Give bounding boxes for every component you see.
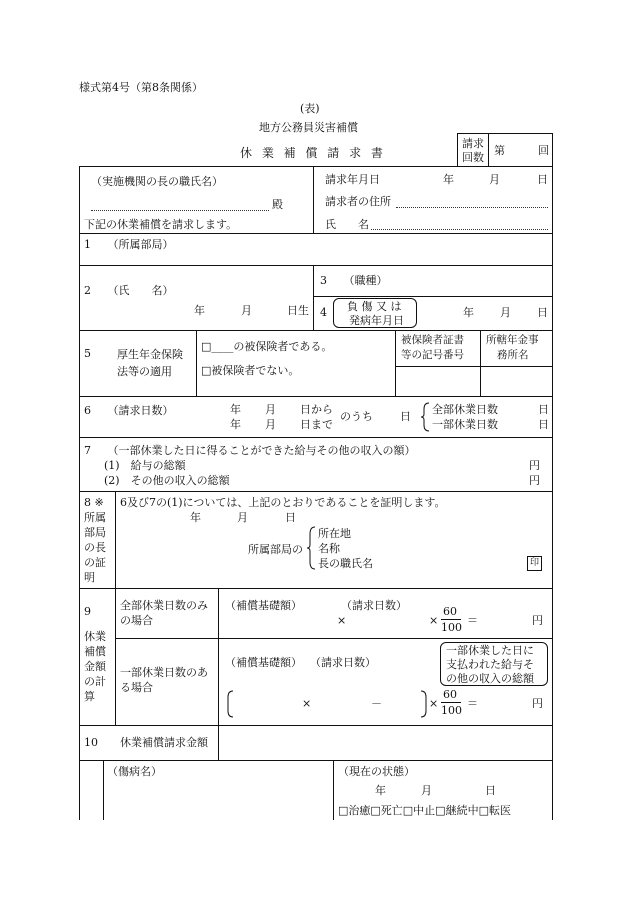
claimant-address-field[interactable]: [396, 207, 548, 208]
row9-label-3: 休業: [84, 630, 106, 643]
claim-date-month[interactable]: 月: [489, 173, 500, 186]
partial-minus: －: [371, 697, 382, 710]
to-day-label[interactable]: 日まで: [300, 418, 333, 431]
department-brace-icon: [306, 526, 316, 570]
status-day[interactable]: 日: [485, 784, 496, 797]
row8-label-6: 明: [84, 571, 95, 584]
claim-count-label-2: 回数: [462, 151, 484, 164]
row4-number: 4: [320, 306, 327, 319]
birth-month[interactable]: 月: [241, 304, 252, 317]
full-denominator: 100: [441, 621, 462, 634]
partial-leave-days-unit[interactable]: 日: [538, 418, 549, 431]
paid-income-label-1: 一部休業した日に: [446, 644, 534, 657]
partial-claim-days-label: （請求日数）: [310, 656, 376, 669]
partial-case-label-1: 一部休業日数のあ: [120, 666, 208, 679]
days-brace-icon: [420, 402, 430, 432]
claimant-name-field[interactable]: [371, 229, 548, 230]
row8-label-4: の長: [84, 541, 106, 554]
not-insured-option[interactable]: □被保険者でない。: [201, 364, 300, 377]
side-mark: (表): [300, 102, 320, 115]
close-bracket-icon: [420, 690, 428, 718]
certification-text: 6及び7の(1)については、上記のとおりであることを証明します。: [120, 496, 446, 509]
insured-option[interactable]: □____の被保険者である。: [201, 340, 333, 353]
within-label: のうち: [340, 410, 373, 423]
claim-date-day[interactable]: 日: [537, 173, 548, 186]
partial-times-2: ×: [429, 697, 439, 710]
birth-day-label[interactable]: 日生: [287, 304, 309, 317]
full-leave-days-unit[interactable]: 日: [538, 403, 549, 416]
row9-label-7: 算: [84, 690, 95, 703]
form-number: 様式第4号（第8条関係）: [79, 81, 203, 94]
dept-name-label: 名称: [318, 542, 340, 555]
cert-month[interactable]: 月: [237, 511, 248, 524]
insurance-cert-label-2: 等の記号番号: [401, 349, 464, 361]
dept-location-label: 所在地: [318, 527, 351, 540]
partial-numerator: 60: [443, 688, 457, 701]
pension-label-line1: 厚生年金保険: [117, 348, 183, 361]
paid-income-label-3: の他の収入の総額: [446, 672, 534, 685]
partial-leave-days-label: 一部休業日数: [432, 418, 498, 431]
row8-label-1: 8 ※: [84, 496, 104, 509]
claim-count-kai[interactable]: 回: [538, 144, 549, 157]
row10-claim-amount-label: 10 休業補償請求金額: [84, 736, 208, 749]
partial-equals: ＝: [467, 697, 478, 710]
full-times-2: ×: [429, 614, 439, 627]
full-case-label-2: の場合: [120, 614, 153, 627]
row9-label-5: 金額: [84, 660, 106, 673]
total-days[interactable]: 日: [400, 410, 411, 423]
seal-mark: 印: [527, 556, 542, 571]
salary-total-yen[interactable]: 円: [529, 459, 540, 472]
dono-label: 殿: [272, 198, 283, 211]
other-income-yen[interactable]: 円: [529, 474, 540, 487]
row8-label-3: 部局: [84, 526, 106, 539]
status-options[interactable]: □治癒□死亡□中止□継続中□転医: [338, 804, 511, 817]
row7-income-label: 7 （一部休業した日に得ることができた給与その他の収入の額）: [84, 444, 416, 457]
other-income-label: (2) その他の収入の総額: [104, 474, 230, 487]
pension-label-line2: 法等の適用: [117, 365, 172, 378]
injury-label-line1: 負 傷 又 は: [347, 300, 402, 313]
full-result-yen[interactable]: 円: [532, 614, 543, 627]
open-bracket-icon: [226, 690, 234, 718]
row9-label-6: の計: [84, 675, 106, 688]
row6-claim-days-label: 6 （請求日数）: [84, 404, 174, 417]
partial-denominator: 100: [441, 704, 462, 717]
full-claim-days-label: （請求日数）: [341, 599, 407, 612]
status-year[interactable]: 年: [375, 784, 386, 797]
injury-day[interactable]: 日: [537, 306, 548, 319]
claim-count-label-1: 請求: [462, 137, 484, 150]
claim-count-dai: 第: [494, 144, 505, 157]
paid-income-label-2: 支払われた給与そ: [446, 658, 534, 671]
to-month[interactable]: 月: [265, 418, 276, 431]
full-numerator: 60: [443, 605, 457, 618]
disease-name-label: （傷病名）: [107, 765, 162, 778]
claim-date-label: 請求年月日: [325, 173, 380, 186]
row5-number: 5: [84, 347, 91, 360]
full-leave-days-label: 全部休業日数: [432, 403, 498, 416]
current-status-label: （現在の状態）: [338, 765, 415, 778]
claim-date-year[interactable]: 年: [443, 173, 454, 186]
to-year[interactable]: 年: [230, 418, 241, 431]
from-day-label[interactable]: 日から: [300, 403, 333, 416]
addressee-name-field[interactable]: [91, 210, 269, 211]
row2-name-label: 2 （氏 名）: [84, 284, 174, 297]
dept-head-label: 長の職氏名: [318, 557, 373, 570]
full-equals: ＝: [467, 614, 478, 627]
injury-year[interactable]: 年: [463, 306, 474, 319]
addressee-label: （実施機関の長の職氏名）: [91, 175, 223, 188]
claimant-address-label: 請求者の住所: [325, 195, 391, 208]
row1-department-label: 1 （所属部局）: [84, 238, 174, 251]
pension-office-label-2: 務所名: [497, 349, 529, 361]
injury-label-line2: 発病年月日: [349, 314, 404, 327]
row8-label-2: 所属: [84, 511, 106, 524]
form-subtitle: 地方公務員災害補償: [259, 121, 358, 134]
status-month[interactable]: 月: [421, 784, 432, 797]
partial-result-yen[interactable]: 円: [532, 697, 543, 710]
cert-day[interactable]: 日: [285, 511, 296, 524]
row8-label-5: の証: [84, 556, 106, 569]
claimant-name-label: 氏 名: [325, 218, 369, 231]
insurance-cert-label-1: 被保険者証書: [401, 334, 464, 346]
row3-occupation-label: 3 （職種）: [320, 274, 388, 287]
form-title: 休 業 補 償 請 求 書: [240, 146, 386, 160]
full-times-1: ×: [337, 614, 347, 627]
from-year[interactable]: 年: [230, 403, 241, 416]
row9-label-4: 補償: [84, 645, 106, 658]
partial-times: ×: [302, 697, 312, 710]
department-of-label: 所属部局の: [248, 543, 303, 556]
row9-label-1: 9: [84, 605, 91, 618]
partial-case-label-2: る場合: [120, 681, 153, 694]
full-case-label-1: 全部休業日数のみ: [120, 599, 208, 612]
full-base-amount-label: （補償基礎額）: [225, 599, 302, 612]
birth-year[interactable]: 年: [194, 304, 205, 317]
from-month[interactable]: 月: [265, 403, 276, 416]
cert-year[interactable]: 年: [190, 511, 201, 524]
injury-month[interactable]: 月: [500, 306, 511, 319]
partial-base-amount-label: （補償基礎額）: [225, 656, 302, 669]
salary-total-label: (1) 給与の総額: [104, 459, 186, 472]
request-statement: 下記の休業補償を請求します。: [84, 218, 238, 231]
pension-office-label-1: 所轄年金事: [486, 334, 539, 346]
